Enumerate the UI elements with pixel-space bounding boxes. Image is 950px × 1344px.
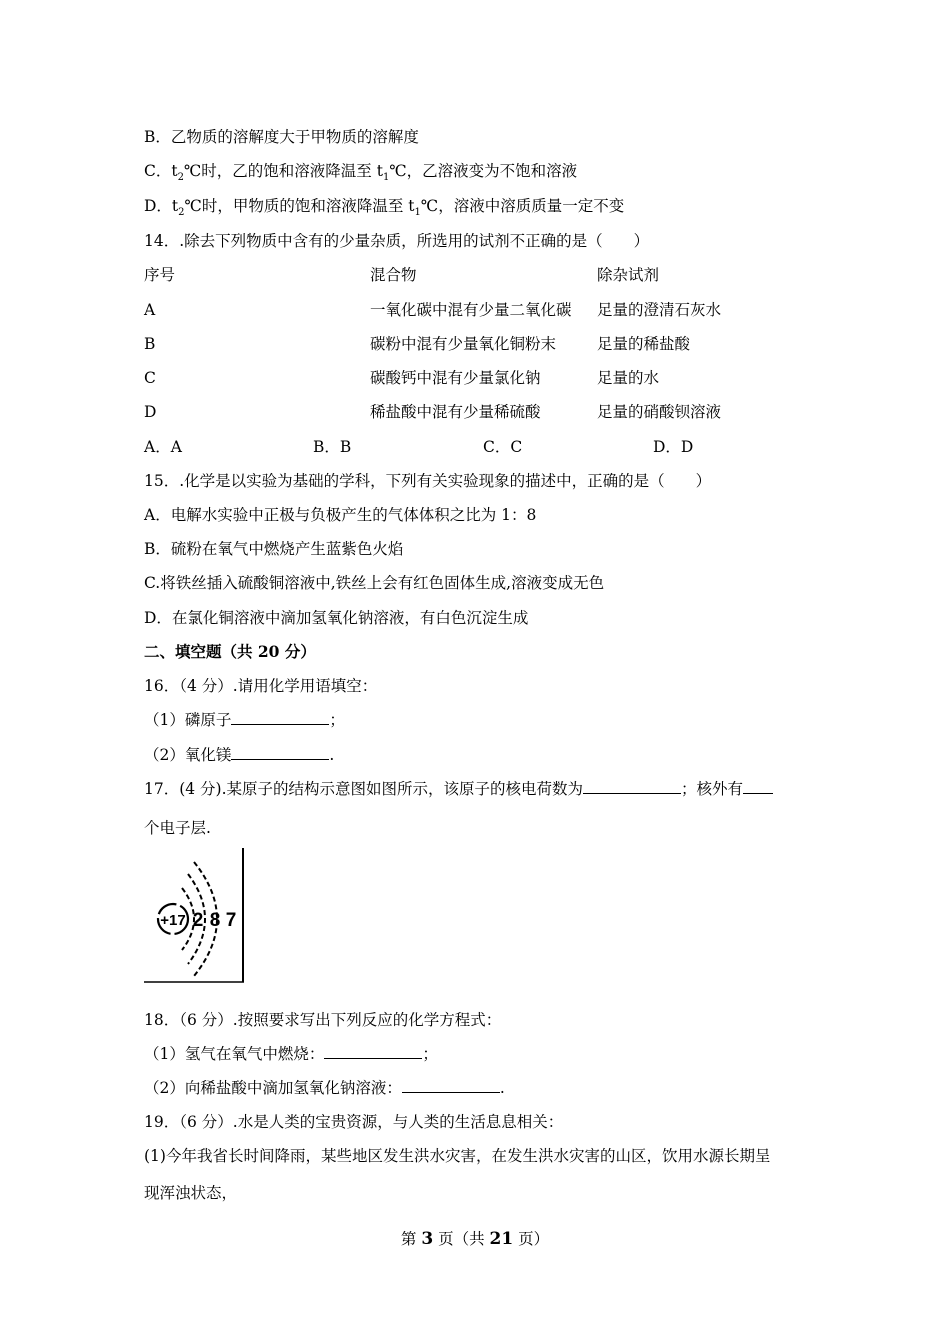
- shell-electrons-1: 2: [192, 910, 204, 931]
- table-cell: B: [144, 335, 156, 353]
- q16-part1: （1）磷原子 ；: [144, 711, 345, 729]
- q15-option-b: B．硫粉在氧气中燃烧产生蓝紫色火焰: [144, 540, 404, 558]
- answer-blank[interactable]: [402, 1078, 500, 1093]
- shell-electrons-2: 8: [209, 910, 221, 931]
- q13-option-b: B．乙物质的溶解度大于甲物质的溶解度: [144, 128, 419, 146]
- q14-choice-b: B．B: [313, 438, 352, 456]
- q19-stem: 19．（6 分）.水是人类的宝贵资源，与人类的生活息息相关：: [144, 1113, 564, 1131]
- answer-blank[interactable]: [324, 1044, 422, 1059]
- q18-part2: （2）向稀盐酸中滴加氢氧化钠溶液： .: [144, 1079, 505, 1097]
- q14-header-mixture: 混合物: [370, 266, 417, 284]
- q15-option-c: C.将铁丝插入硫酸铜溶液中,铁丝上会有红色固体生成,溶液变成无色: [144, 574, 605, 592]
- q13-option-c: C．$t_2℃$时，乙的饱和溶液降温至 $t_1℃$，乙溶液变为不饱和溶液: [144, 162, 578, 184]
- shell-electrons-3: 7: [225, 910, 237, 931]
- page-number: 3: [421, 1229, 434, 1249]
- answer-blank[interactable]: [583, 779, 681, 794]
- q18-part1: （1）氢气在氧气中燃烧： ；: [144, 1045, 438, 1063]
- q14-choice-c: C．C: [483, 438, 523, 456]
- table-cell: 碳粉中混有少量氧化铜粉末: [370, 335, 557, 353]
- q16-part2: （2）氧化镁 .: [144, 746, 335, 764]
- table-cell: 足量的硝酸钡溶液: [597, 403, 722, 421]
- q19-part1: (1)今年我省长时间降雨，某些地区发生洪水灾害，在发生洪水灾害的山区，饮用水源长期呈: [144, 1147, 771, 1165]
- table-cell: D: [144, 403, 157, 421]
- table-cell: 稀盐酸中混有少量稀硫酸: [370, 403, 541, 421]
- table-cell: C: [144, 369, 156, 387]
- table-cell: 足量的稀盐酸: [597, 335, 691, 353]
- q17-stem: 17．(4 分).某原子的结构示意图如图所示，该原子的核电荷数为 ；核外有: [144, 779, 773, 799]
- q17-stem-cont: 个电子层.: [144, 819, 211, 837]
- table-cell: 碳酸钙中混有少量氯化钠: [370, 369, 541, 387]
- q19-part1-cont: 现浑浊状态，: [144, 1184, 238, 1202]
- table-cell: 一氧化碳中混有少量二氧化碳: [370, 301, 572, 319]
- table-cell: 足量的水: [597, 369, 660, 387]
- answer-blank[interactable]: [743, 779, 773, 794]
- q14-choice-d: D．D: [653, 438, 694, 456]
- q15-option-a: A．电解水实验中正极与负极产生的气体体积之比为 1：8: [144, 506, 537, 524]
- section-title: 二、填空题（共 20 分）: [144, 642, 316, 661]
- page-total: 21: [489, 1229, 514, 1249]
- table-cell: 足量的澄清石灰水: [597, 301, 722, 319]
- q13-option-d: D．$t_2℃$时，甲物质的饱和溶液降温至 $t_1℃$，溶液中溶质质量一定不变: [144, 197, 625, 219]
- q15-option-d: D．在氯化铜溶液中滴加氢氧化钠溶液，有白色沉淀生成: [144, 609, 529, 627]
- q14-header-seq: 序号: [144, 266, 176, 284]
- nucleus-label: +17: [160, 912, 186, 929]
- answer-blank[interactable]: [231, 710, 329, 725]
- q18-stem: 18．（6 分）.按照要求写出下列反应的化学方程式：: [144, 1011, 502, 1029]
- page-footer: 第 3 页（共 21 页）: [400, 1229, 550, 1249]
- atom-structure-diagram: [144, 846, 246, 984]
- q14-choice-a: A．A: [144, 438, 182, 456]
- q15-stem: 15．.化学是以实验为基础的学科，下列有关实验现象的描述中，正确的是（ ）: [144, 472, 712, 490]
- answer-blank[interactable]: [231, 745, 329, 760]
- q14-header-reagent: 除杂试剂: [597, 266, 660, 284]
- table-cell: A: [144, 301, 156, 319]
- q16-stem: 16．（4 分）.请用化学用语填空：: [144, 677, 378, 695]
- q14-stem: 14．.除去下列物质中含有的少量杂质，所选用的试剂不正确的是（ ）: [144, 232, 650, 250]
